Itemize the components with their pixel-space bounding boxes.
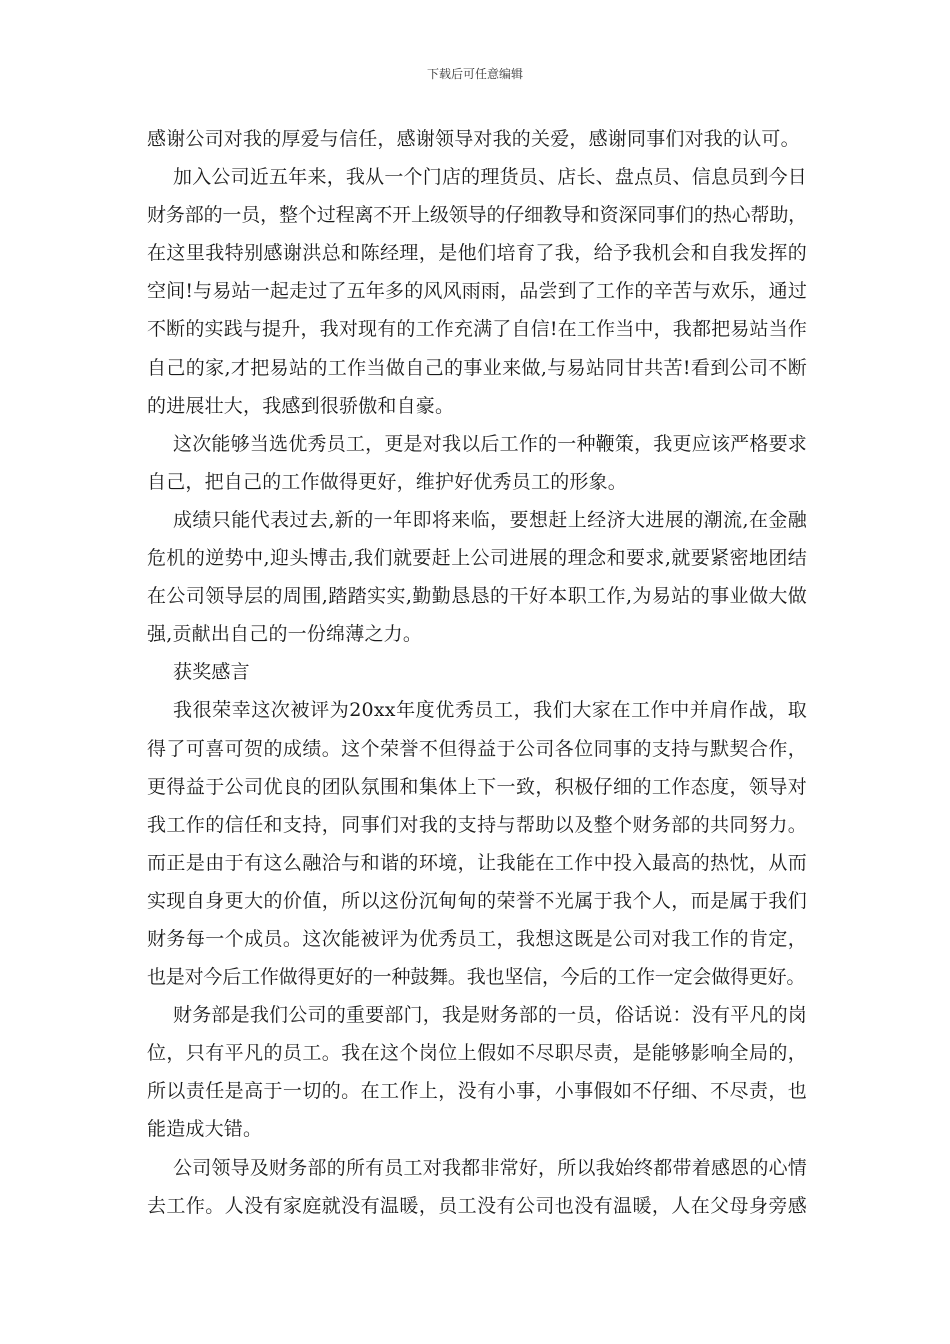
text-line: 这次能够当选优秀员工，更是对我以后工作的一种鞭策，我更应该严格要求	[173, 432, 807, 455]
text-line: 也是对今后工作做得更好的一种鼓舞。我也坚信，今后的工作一定会做得更好。	[147, 966, 806, 989]
text-line: 在公司领导层的周围,踏踏实实,勤勤恳恳的干好本职工作,为易站的事业做大做	[147, 585, 807, 608]
text-line: 不断的实践与提升，我对现有的工作充满了自信!在工作当中，我都把易站当作	[147, 318, 807, 341]
text-line: 获奖感言	[173, 661, 250, 684]
text-line: 的进展壮大，我感到很骄傲和自豪。	[147, 394, 455, 417]
text-line: 危机的逆势中,迎头博击,我们就要赶上公司进展的理念和要求,就要紧密地团结	[147, 547, 807, 570]
text-line: 财务每一个成员。这次能被评为优秀员工，我想这既是公司对我工作的肯定，	[147, 927, 807, 950]
text-line: 公司领导及财务部的所有员工对我都非常好，所以我始终都带着感恩的心情	[173, 1156, 807, 1179]
text-line: 位，只有平凡的员工。我在这个岗位上假如不尽职尽责，是能够影响全局的，	[147, 1042, 807, 1065]
text-line: 财务部的一员，整个过程离不开上级领导的仔细教导和资深同事们的热心帮助，	[147, 204, 807, 227]
text-line: 强,贡献出自己的一份绵薄之力。	[147, 623, 423, 646]
text-line: 自己的家,才把易站的工作当做自己的事业来做,与易站同甘共苦!看到公司不断	[147, 356, 807, 379]
text-line: 财务部是我们公司的重要部门，我是财务部的一员，俗话说：没有平凡的岗	[173, 1004, 807, 1027]
text-line: 得了可喜可贺的成绩。这个荣誉不但得益于公司各位同事的支持与默契合作，	[147, 737, 807, 760]
text-line: 我很荣幸这次被评为20xx年度优秀员工，我们大家在工作中并肩作战，取	[173, 699, 807, 722]
text-line: 而正是由于有这么融洽与和谐的环境，让我能在工作中投入最高的热忱，从而	[147, 851, 807, 874]
text-line: 去工作。人没有家庭就没有温暖，员工没有公司也没有温暖，人在父母身旁感	[147, 1194, 807, 1217]
text-line: 能造成大错。	[147, 1118, 263, 1141]
text-line: 成绩只能代表过去,新的一年即将来临，要想赶上经济大进展的潮流,在金融	[173, 508, 807, 531]
document-body	[147, 120, 807, 1225]
text-line: 空间!与易站一起走过了五年多的风风雨雨，品尝到了工作的辛苦与欢乐，通过	[147, 280, 807, 303]
text-line: 实现自身更大的价值，所以这份沉甸甸的荣誉不光属于我个人，而是属于我们	[147, 889, 807, 912]
text-line: 在这里我特别感谢洪总和陈经理，是他们培育了我，给予我机会和自我发挥的	[147, 242, 807, 265]
text-line: 更得益于公司优良的团队氛围和集体上下一致，积极仔细的工作态度，领导对	[147, 775, 807, 798]
text-line: 自己，把自己的工作做得更好，维护好优秀员工的形象。	[147, 470, 628, 493]
text-line: 感谢公司对我的厚爱与信任，感谢领导对我的关爱，感谢同事们对我的认可。	[147, 128, 800, 150]
text-line: 所以责任是高于一切的。在工作上，没有小事，小事假如不仔细、不尽责，也	[147, 1080, 807, 1103]
page-header-note: 下载后可任意编辑	[426, 67, 523, 81]
text-line: 加入公司近五年来，我从一个门店的理货员、店长、盘点员、信息员到今日	[173, 166, 807, 189]
text-line: 我工作的信任和支持，同事们对我的支持与帮助以及整个财务部的共同努力。	[147, 813, 807, 836]
